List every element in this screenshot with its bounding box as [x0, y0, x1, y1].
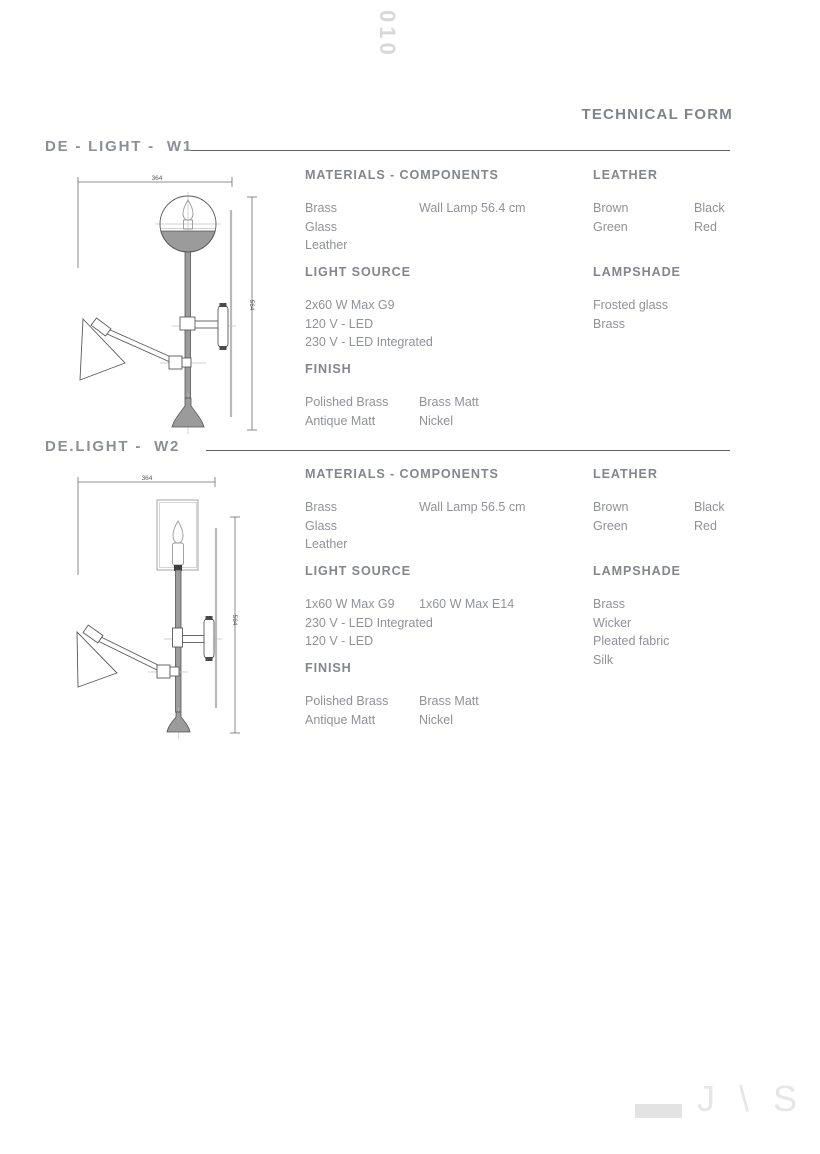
spec-row: [305, 517, 526, 536]
spec-heading: LIGHT SOURCE: [305, 265, 411, 279]
stem-joint: [180, 317, 195, 330]
spec-value: Frosted glass: [593, 298, 669, 312]
finial: [167, 712, 190, 732]
spec-value: Nickel: [419, 712, 454, 727]
spec-row: [305, 412, 479, 431]
arm-joint: [157, 665, 170, 678]
spec-heading: LAMPSHADE: [593, 265, 681, 279]
spec-value: 1x60 W Max G9: [305, 597, 395, 611]
spec-row: [305, 692, 479, 711]
spec-row: [305, 614, 514, 633]
section-rule-w1: [191, 150, 730, 151]
spec-value: 120 V - LED: [305, 634, 374, 649]
spec-row: [305, 711, 479, 730]
spec-row: [305, 218, 526, 237]
spec-value: 2x60 W Max G9: [305, 298, 395, 312]
section-rule-w2: [206, 450, 730, 451]
spec-row: [305, 632, 514, 651]
bracket-arm: [181, 636, 204, 643]
spec-value: 120 V - LED: [305, 316, 374, 331]
spec-value: Brass: [305, 201, 337, 215]
spec-value: Leather: [305, 537, 348, 552]
spec-value: Black: [694, 201, 725, 215]
section-title-w2: DE.LIGHT - W2: [45, 438, 181, 455]
spec-value: Green: [593, 518, 628, 533]
lampshade-block-w1: [593, 265, 681, 333]
section-title-w1: DE - LIGHT - W1: [45, 138, 193, 155]
spec-row: [593, 651, 681, 670]
spec-row: [305, 296, 433, 315]
spec-row: [305, 393, 479, 412]
page-number: 010: [375, 10, 400, 59]
spec-row: [593, 614, 681, 633]
bulb: [173, 521, 183, 543]
spec-value: Antique Matt: [305, 712, 376, 727]
dimension-height-label: 564: [248, 299, 255, 311]
cone-neck: [83, 625, 103, 643]
dimension-height-label: 564: [231, 614, 238, 626]
dimension-width-label: 364: [151, 175, 163, 182]
spec-value: Black: [694, 500, 725, 514]
spec-value: Brown: [593, 201, 629, 215]
spec-row: [593, 517, 725, 536]
spec-row: [593, 199, 725, 218]
spec-value: Wall Lamp 56.4 cm: [419, 201, 526, 215]
spec-row: [305, 595, 514, 614]
spec-value: 1x60 W Max E14: [419, 597, 515, 611]
spec-value: Brass: [593, 597, 625, 611]
spec-value: Wall Lamp 56.5 cm: [419, 500, 526, 514]
spec-value: Red: [694, 518, 717, 533]
stem-joint: [173, 628, 183, 647]
wall-bracket: [204, 618, 214, 659]
rect-shade: [157, 500, 198, 570]
wall-bracket: [218, 305, 228, 348]
finish-block-w1: [305, 362, 479, 430]
page-title: TECHNICAL FORM: [581, 106, 733, 123]
finial: [172, 398, 204, 427]
spec-heading: LEATHER: [593, 168, 658, 182]
spec-value: Silk: [593, 652, 614, 667]
light-source-block-w2: [305, 564, 514, 651]
lampshade-block-w2: [593, 564, 681, 669]
materials-block-w2: [305, 467, 526, 554]
light-source-block-w1: [305, 265, 433, 352]
spec-value: Wicker: [593, 615, 632, 630]
spec-value: Nickel: [419, 413, 454, 428]
spec-heading: LEATHER: [593, 467, 658, 481]
spec-value: Leather: [305, 238, 348, 253]
spec-value: Polished Brass: [305, 395, 389, 409]
dimension-width-label: 364: [141, 475, 153, 482]
spec-value: 230 V - LED Integrated: [305, 615, 433, 630]
spec-row: [305, 236, 526, 255]
leather-block-w1: [593, 168, 725, 236]
spec-value: Polished Brass: [305, 694, 389, 708]
spec-heading: FINISH: [305, 362, 352, 376]
spec-row: [593, 498, 725, 517]
spec-value: Glass: [305, 518, 337, 533]
spec-row: [593, 632, 681, 651]
globe-lower-half: [161, 231, 215, 252]
joint-knob: [182, 358, 191, 367]
spec-value: Green: [593, 219, 628, 234]
materials-block-w1: [305, 168, 526, 255]
arm-joint: [169, 356, 182, 369]
footer-accent-bar: [635, 1104, 682, 1118]
spec-value: Brass: [593, 316, 625, 331]
cone-neck: [91, 318, 111, 336]
spec-heading: LIGHT SOURCE: [305, 564, 411, 578]
spec-row: [305, 535, 526, 554]
spec-value: Red: [694, 219, 717, 234]
spec-value: 230 V - LED Integrated: [305, 335, 433, 350]
spec-row: [593, 218, 725, 237]
finish-block-w2: [305, 661, 479, 729]
spec-value: Glass: [305, 219, 337, 234]
spec-heading: MATERIALS - COMPONENTS: [305, 467, 499, 481]
spec-value: Brass Matt: [419, 694, 479, 708]
technical-drawing-w1: [60, 163, 265, 438]
spec-heading: LAMPSHADE: [593, 564, 681, 578]
spec-row: [305, 199, 526, 218]
spec-value: Brown: [593, 500, 629, 514]
spec-value: Antique Matt: [305, 413, 376, 428]
spec-row: [593, 296, 681, 315]
spec-heading: MATERIALS - COMPONENTS: [305, 168, 499, 182]
leather-block-w2: [593, 467, 725, 535]
brand-logo: J \ S: [697, 1078, 805, 1119]
spec-row: [593, 315, 681, 334]
technical-drawing-w2: [60, 462, 265, 747]
spec-value: Brass: [305, 500, 337, 514]
spec-heading: FINISH: [305, 661, 352, 675]
spec-row: [593, 595, 681, 614]
spec-row: [305, 315, 433, 334]
spec-value: Pleated fabric: [593, 634, 670, 649]
joint-knob: [170, 667, 179, 676]
spec-row: [305, 498, 526, 517]
spec-row: [305, 333, 433, 352]
spec-value: Brass Matt: [419, 395, 479, 409]
